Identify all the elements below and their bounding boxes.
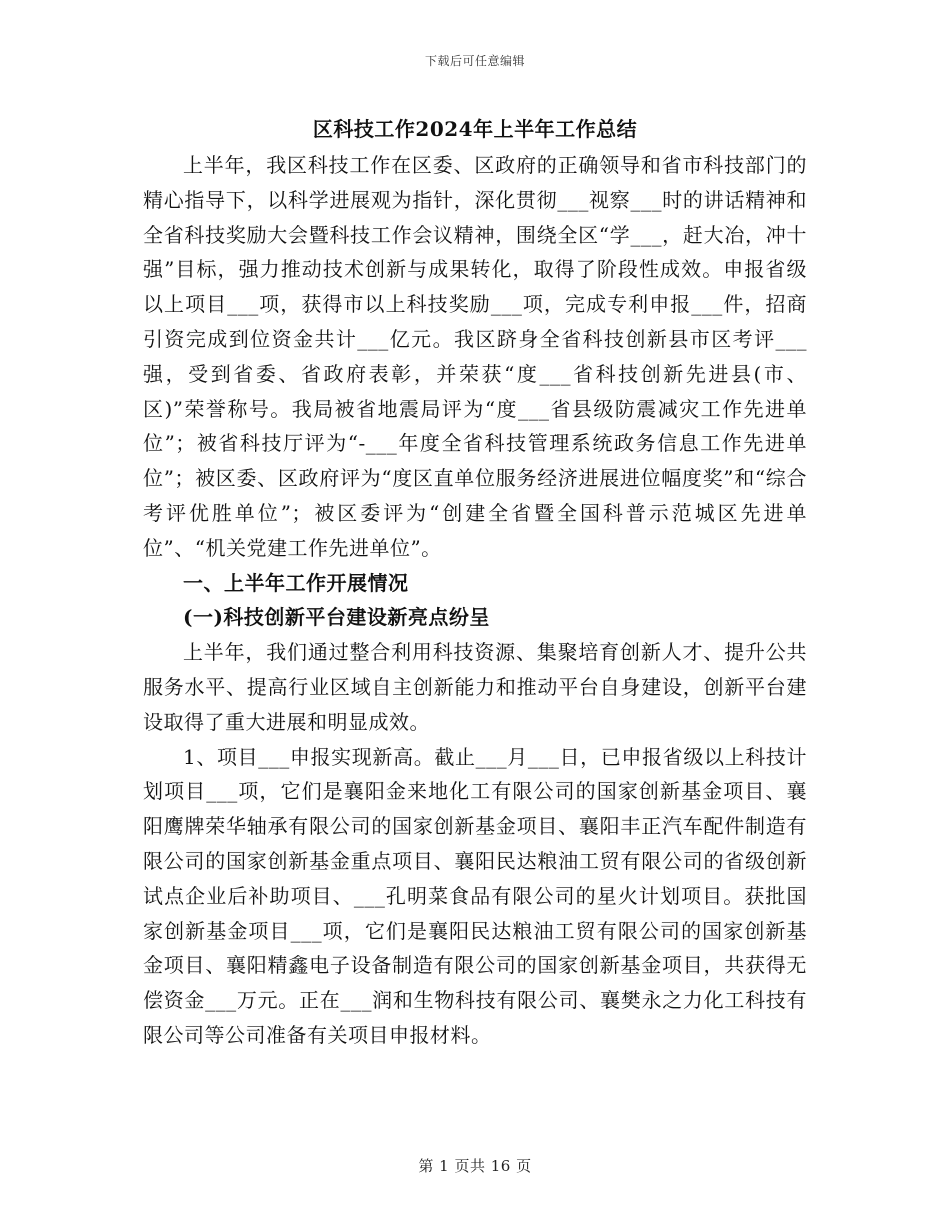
item-paragraph-1: 1、项目___申报实现新高。截止___月___日，已申报省级以上科技计划项目___项，它们是襄阳金来地化工有限公司的国家创新基金项目、襄阳鹰牌荣华轴承有限公司的国家创新基金项目、襄阳丰正汽车配件制造有限公司的国家创新基金重点项目、襄阳民达粮油工贸有限公司的省级创新试点企业后补助项目、___孔明菜食品有限公司的星火计划项目。获批国家创新基金项目___项，它们是襄阳民达粮油工贸有限公司的国家创新基金项目、襄阳精鑫电子设备制造有限公司的国家创新基金项目，共获得无偿资金___万元。正在___润和生物科技有限公司、襄樊永之力化工科技有限公司等公司准备有关项目申报材料。 (143, 744, 807, 1047)
subsection-paragraph-1: 上半年，我们通过整合利用科技资源、集聚培育创新人才、提升公共服务水平、提高行业区域自主创新能力和推动平台自身建设，创新平台建设取得了重大进展和明显成效。 (143, 640, 807, 734)
document-body (143, 148, 807, 1053)
subsection-heading-1: (一)科技创新平台建设新亮点纷呈 (183, 605, 490, 630)
intro-paragraph: 上半年，我区科技工作在区委、区政府的正确领导和省市科技部门的精心指导下，以科学进展观为指针，深化贯彻___视察___时的讲话精神和全省科技奖励大会暨科技工作会议精神，围绕全区“学___，赶大冶，冲十强”目标，强力推动技术创新与成果转化，取得了阶段性成效。申报省级以上项目___项，获得市以上科技奖励___项，完成专利申报___件，招商引资完成到位资金共计___亿元。我区跻身全省科技创新县市区考评___强，受到省委、省政府表彰，并荣获“度___省科技创新先进县(市、区)”荣誉称号。我局被省地震局评为“度___省县级防震减灾工作先进单位”；被省科技厅评为“-___年度全省科技管理系统政务信息工作先进单位”；被区委、区政府评为“度区直单位服务经济进展进位幅度奖”和“综合考评优胜单位”；被区委评为“创建全省暨全国科普示范城区先进单位”、“机关党建工作先进单位”。 (143, 153, 807, 560)
document-title: 区科技工作2024年上半年工作总结 (312, 117, 638, 141)
page-header-note: 下载后可任意编辑 (424, 54, 525, 68)
page-number: 第 1 页共 16 页 (418, 1157, 532, 1175)
section-heading-1: 一、上半年工作开展情况 (183, 570, 409, 595)
